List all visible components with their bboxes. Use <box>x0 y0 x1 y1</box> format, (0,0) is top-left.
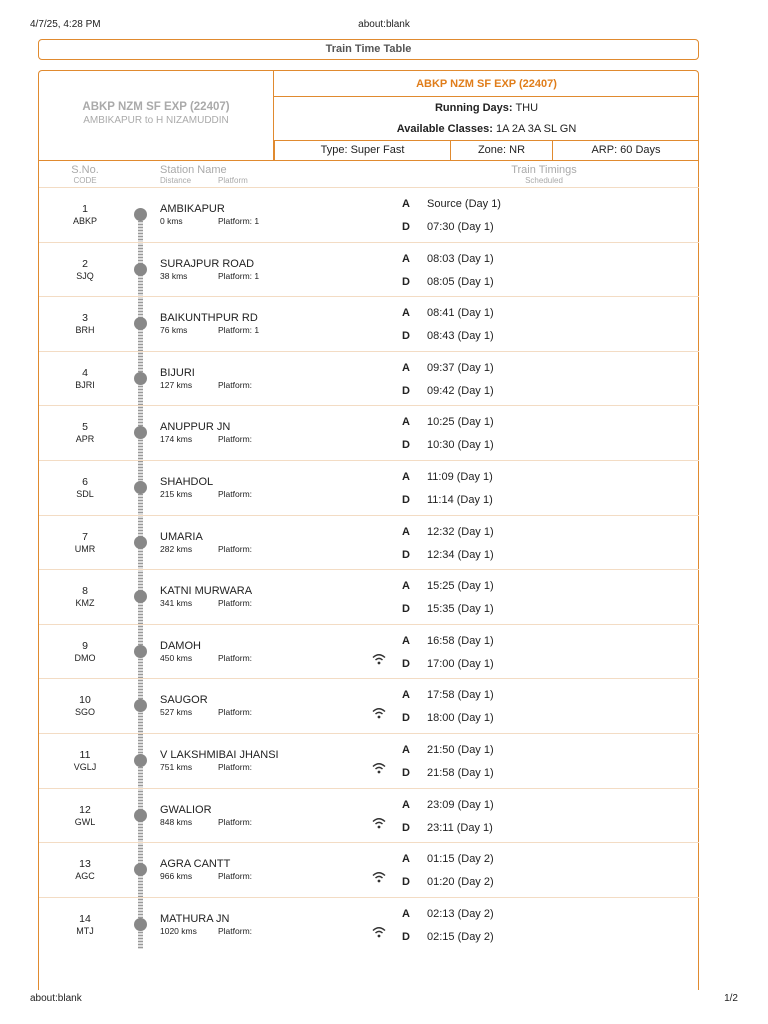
station-dot-icon <box>134 481 147 494</box>
station-distance: 127 kms <box>160 379 193 390</box>
station-sno: 3 <box>82 312 88 325</box>
station-sno: 9 <box>82 639 88 652</box>
departure-label: D <box>402 876 410 889</box>
station-row <box>39 733 699 788</box>
station-name: AMBIKAPUR <box>160 203 225 215</box>
station-row <box>39 187 699 242</box>
print-header <box>0 19 768 33</box>
station-platform: Platform: <box>218 598 253 609</box>
col-sno: S.No. <box>71 164 99 176</box>
station-row <box>39 624 699 679</box>
departure-label: D <box>402 821 410 834</box>
train-meta <box>39 141 699 161</box>
train-name-summary: ABKP NZM SF EXP (22407) <box>82 101 230 113</box>
arrival-time: 21:50 (Day 1) <box>427 743 494 756</box>
station-name: ANUPPUR JN <box>160 421 231 434</box>
station-code: SDL <box>76 488 94 499</box>
arrival-time: 01:15 (Day 2) <box>427 853 494 866</box>
arrival-label: A <box>402 580 410 593</box>
station-code: BRH <box>75 325 95 336</box>
station-row <box>39 515 699 570</box>
departure-label: D <box>402 221 410 233</box>
arrival-time: 10:25 (Day 1) <box>427 416 494 429</box>
departure-label: D <box>402 712 410 725</box>
station-dot-icon <box>134 317 147 330</box>
station-name: V LAKSHMIBAI JHANSI <box>160 748 279 761</box>
departure-label: D <box>402 657 410 670</box>
station-platform: Platform: 1 <box>218 270 260 281</box>
station-platform: Platform: <box>218 871 253 882</box>
arrival-time: 17:58 (Day 1) <box>427 689 494 702</box>
departure-label: D <box>402 330 410 343</box>
print-datetime: 4/7/25, 4:28 PM <box>30 19 101 30</box>
station-dot-icon <box>134 536 147 549</box>
station-platform: Platform: 1 <box>218 216 260 226</box>
station-code: UMR <box>74 543 96 554</box>
station-sno: 2 <box>82 257 88 270</box>
col-station: Station Name <box>160 164 227 176</box>
station-code: GWL <box>74 816 96 827</box>
station-code: AGC <box>75 871 95 882</box>
station-dot-icon <box>134 754 147 767</box>
wifi-icon <box>372 871 386 883</box>
station-distance: 527 kms <box>160 707 193 718</box>
departure-time: 09:42 (Day 1) <box>427 384 494 397</box>
station-row <box>39 897 699 952</box>
departure-time: 15:35 (Day 1) <box>427 603 494 616</box>
departure-time: 08:05 (Day 1) <box>427 275 494 288</box>
station-row <box>39 460 699 515</box>
station-name: SHAHDOL <box>160 475 214 488</box>
station-code: ABKP <box>72 216 97 226</box>
col-timings: Train Timings <box>511 164 577 176</box>
station-distance: 1020 kms <box>160 925 197 936</box>
departure-label: D <box>402 548 410 561</box>
arrival-time: 08:41 (Day 1) <box>427 307 494 320</box>
station-name: MATHURA JN <box>160 912 230 925</box>
classes-label: Available Classes: <box>396 123 493 135</box>
wifi-icon <box>372 762 386 774</box>
station-sno: 13 <box>79 858 91 871</box>
col-code: CODE <box>73 176 97 185</box>
departure-time: 11:14 (Day 1) <box>427 493 493 506</box>
col-distance: Distance <box>160 176 192 185</box>
station-sno: 10 <box>79 694 91 707</box>
arrival-label: A <box>402 470 410 483</box>
departure-label: D <box>402 384 410 397</box>
station-name: BIJURI <box>160 366 195 379</box>
arrival-label: A <box>402 307 410 320</box>
arrival-label: A <box>402 416 410 429</box>
station-sno: 8 <box>82 585 88 598</box>
departure-time: 10:30 (Day 1) <box>427 439 494 452</box>
station-platform: Platform: <box>218 925 253 936</box>
station-name: SURAJPUR ROAD <box>160 257 255 270</box>
station-sno: 5 <box>82 421 88 434</box>
print-url: about:blank <box>358 19 410 30</box>
page-number: 1/2 <box>724 993 738 1004</box>
arrival-time: Source (Day 1) <box>427 198 501 210</box>
station-platform: Platform: <box>218 652 253 663</box>
station-name: SAUGOR <box>160 694 208 707</box>
station-distance: 215 kms <box>160 488 193 499</box>
wifi-icon <box>372 707 386 719</box>
departure-label: D <box>402 930 410 943</box>
station-name: UMARIA <box>160 530 203 543</box>
station-platform: Platform: <box>218 379 253 390</box>
station-row <box>39 678 699 733</box>
arrival-label: A <box>402 634 410 647</box>
station-code: DMO <box>74 652 96 663</box>
station-sno: 12 <box>79 803 91 816</box>
arrival-time: 15:25 (Day 1) <box>427 580 494 593</box>
station-name: DAMOH <box>160 639 201 652</box>
station-distance: 38 kms <box>160 270 188 281</box>
station-distance: 76 kms <box>160 325 188 336</box>
station-platform: Platform: <box>218 761 253 772</box>
station-distance: 966 kms <box>160 871 193 882</box>
arrival-time: 08:03 (Day 1) <box>427 252 494 265</box>
station-dot-icon <box>134 863 147 876</box>
departure-time: 17:00 (Day 1) <box>427 657 494 670</box>
station-sno: 14 <box>79 912 91 925</box>
arrival-label: A <box>402 907 410 920</box>
train-details <box>274 71 699 161</box>
departure-time: 23:11 (Day 1) <box>427 821 493 834</box>
departure-time: 01:20 (Day 2) <box>427 876 494 889</box>
station-sno: 4 <box>82 366 88 379</box>
available-classes <box>274 119 699 141</box>
station-code: SJQ <box>76 270 94 281</box>
arrival-time: 16:58 (Day 1) <box>427 634 494 647</box>
timetable-card <box>38 70 699 990</box>
classes-value: 1A 2A 3A SL GN <box>495 123 577 135</box>
station-row <box>39 788 699 843</box>
station-name: KATNI MURWARA <box>160 585 253 598</box>
station-dot-icon <box>134 645 147 658</box>
running-days-value: THU <box>515 102 539 114</box>
running-days-label: Running Days: <box>434 102 513 114</box>
station-platform: Platform: <box>218 488 253 499</box>
arrival-time: 12:32 (Day 1) <box>427 525 494 538</box>
station-platform: Platform: <box>218 434 253 445</box>
arrival-label: A <box>402 853 410 866</box>
station-platform: Platform: <box>218 816 253 827</box>
departure-time: 02:15 (Day 2) <box>427 930 494 943</box>
station-dot-icon <box>134 918 147 931</box>
station-distance: 341 kms <box>160 598 193 609</box>
station-platform: Platform: <box>218 707 253 718</box>
station-dot-icon <box>134 809 147 822</box>
wifi-icon <box>372 653 386 665</box>
train-name-header: ABKP NZM SF EXP (22407) <box>274 71 699 97</box>
arrival-label: A <box>402 361 410 374</box>
train-route: AMBIKAPUR to H NIZAMUDDIN <box>83 115 229 126</box>
station-code: BJRI <box>75 379 95 390</box>
page-title: Train Time Table <box>38 39 699 60</box>
train-type: Type: Super Fast <box>274 141 450 161</box>
wifi-icon <box>372 926 386 938</box>
station-row <box>39 569 699 624</box>
departure-label: D <box>402 603 410 616</box>
footer-url: about:blank <box>30 993 82 1004</box>
departure-time: 08:43 (Day 1) <box>427 330 494 343</box>
station-code: MTJ <box>76 925 94 936</box>
departure-time: 18:00 (Day 1) <box>427 712 494 725</box>
train-zone: Zone: NR <box>450 141 552 161</box>
station-row <box>39 242 699 297</box>
station-distance: 0 kms <box>160 216 183 226</box>
station-sno: 6 <box>82 475 88 488</box>
departure-label: D <box>402 439 410 452</box>
station-code: KMZ <box>75 598 95 609</box>
station-distance: 848 kms <box>160 816 193 827</box>
departure-label: D <box>402 766 410 779</box>
station-distance: 282 kms <box>160 543 193 554</box>
station-sno: 11 <box>79 748 91 761</box>
station-sno: 1 <box>82 203 88 215</box>
running-days <box>274 97 699 119</box>
departure-label: D <box>402 275 410 288</box>
station-name: BAIKUNTHPUR RD <box>160 312 258 325</box>
arrival-time: 11:09 (Day 1) <box>427 470 493 483</box>
station-distance: 174 kms <box>160 434 193 445</box>
station-dot-icon <box>134 263 147 276</box>
station-list <box>39 187 699 951</box>
arrival-label: A <box>402 689 410 702</box>
station-name: GWALIOR <box>160 803 212 816</box>
station-dot-icon <box>134 590 147 603</box>
station-dot-icon <box>134 372 147 385</box>
station-dot-icon <box>134 208 147 221</box>
departure-time: 12:34 (Day 1) <box>427 548 494 561</box>
station-code: SGO <box>74 707 95 718</box>
train-arp: ARP: 60 Days <box>552 141 699 161</box>
station-platform: Platform: <box>218 543 253 554</box>
station-row <box>39 842 699 897</box>
station-dot-icon <box>134 426 147 439</box>
col-scheduled: Scheduled <box>525 176 563 185</box>
arrival-time: 23:09 (Day 1) <box>427 798 494 811</box>
departure-time: 21:58 (Day 1) <box>427 766 494 779</box>
station-code: VGLJ <box>73 761 97 772</box>
station-sno: 7 <box>82 530 88 543</box>
arrival-label: A <box>402 525 410 538</box>
station-row <box>39 405 699 460</box>
wifi-icon <box>372 817 386 829</box>
col-platform: Platform <box>218 176 248 185</box>
station-dot-icon <box>134 699 147 712</box>
departure-label: D <box>402 493 410 506</box>
departure-time: 07:30 (Day 1) <box>427 221 494 233</box>
column-header <box>39 162 699 186</box>
arrival-label: A <box>402 252 410 265</box>
arrival-time: 09:37 (Day 1) <box>427 361 494 374</box>
station-code: APR <box>75 434 95 445</box>
station-distance: 751 kms <box>160 761 193 772</box>
arrival-label: A <box>402 198 410 210</box>
station-name: AGRA CANTT <box>160 858 231 871</box>
arrival-label: A <box>402 743 410 756</box>
arrival-time: 02:13 (Day 2) <box>427 907 494 920</box>
station-row <box>39 296 699 351</box>
arrival-label: A <box>402 798 410 811</box>
station-platform: Platform: 1 <box>218 325 260 336</box>
station-distance: 450 kms <box>160 652 193 663</box>
station-row <box>39 351 699 406</box>
print-footer <box>0 993 768 1007</box>
